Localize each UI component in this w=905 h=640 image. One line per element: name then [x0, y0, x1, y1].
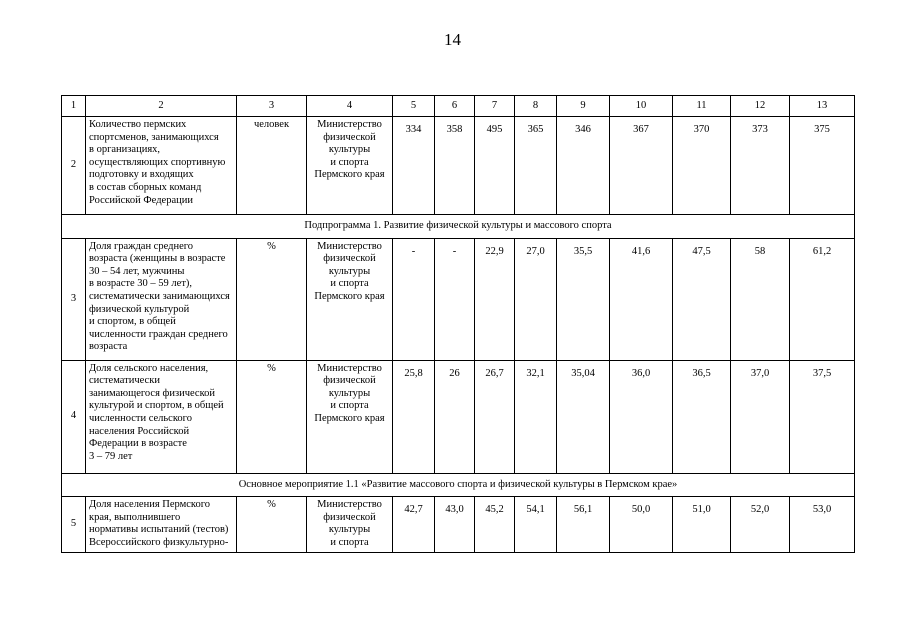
indicator-name-line: Российской Федерации [89, 194, 193, 206]
table-row [62, 117, 855, 215]
indicator-name-line: и спортом, в общей [89, 316, 176, 328]
value-cell: 37,0 [731, 360, 790, 473]
indicator-name-line: спортсменов, занимающихся [89, 131, 219, 143]
indicator-name-line: в состав сборных команд [89, 181, 202, 193]
value-cell: 370 [673, 117, 731, 215]
value-cell: 35,5 [557, 238, 610, 360]
ministry-cell-line: культуры [328, 387, 371, 399]
ministry-cell-line: и спорта [330, 536, 369, 548]
value-cell: 51,0 [673, 497, 731, 552]
value-cell: 32,1 [515, 360, 557, 473]
ministry-cell [307, 238, 393, 360]
column-header: 6 [435, 96, 475, 117]
value-cell: 58 [731, 238, 790, 360]
section-title: Основное мероприятие 1.1 «Развитие массового спорта и физической культуры в Пермском крае» [62, 473, 855, 497]
indicator-name-line: нормативы испытаний (тестов) [89, 524, 229, 536]
ministry-cell [307, 497, 393, 552]
section-row [62, 215, 855, 239]
ministry-cell-line: физической [323, 253, 376, 265]
value-cell: - [435, 238, 475, 360]
ministry-cell-line: Министерство [317, 240, 382, 252]
value-cell: 37,5 [790, 360, 855, 473]
unit-cell: человек [237, 117, 307, 215]
indicator-name-line: 3 – 79 лет [89, 450, 133, 462]
value-cell: 45,2 [475, 497, 515, 552]
indicator-name-line: 30 – 54 лет, мужчины [89, 265, 185, 277]
ministry-cell-line: Пермского края [314, 412, 385, 424]
value-cell: 56,1 [557, 497, 610, 552]
value-cell: 47,5 [673, 238, 731, 360]
header-row [62, 96, 855, 117]
indicator-name-line: систематически [89, 375, 160, 387]
indicator-name-line: в организациях, [89, 144, 161, 156]
indicator-name-line: населения Российской [89, 425, 190, 437]
column-header: 9 [557, 96, 610, 117]
value-cell: 25,8 [393, 360, 435, 473]
value-cell: 42,7 [393, 497, 435, 552]
indicator-name-line: Федерации в возрасте [89, 438, 187, 450]
ministry-cell-line: Министерство [317, 499, 382, 511]
column-header: 3 [237, 96, 307, 117]
indicator-name-line: систематически занимающихся [89, 290, 230, 302]
indicator-name-line: в возрасте 30 – 59 лет), [89, 278, 193, 290]
ministry-cell-line: физической [323, 375, 376, 387]
value-cell: - [393, 238, 435, 360]
indicator-name-line: занимающегося физической [89, 387, 216, 399]
table-row [62, 497, 855, 552]
unit-cell: % [237, 497, 307, 552]
value-cell: 35,04 [557, 360, 610, 473]
value-cell: 358 [435, 117, 475, 215]
indicator-name [86, 238, 237, 360]
indicator-name-line: физической культурой [89, 303, 190, 315]
indicator-name-line: Всероссийского физкультурно- [89, 536, 229, 548]
indicator-name [86, 497, 237, 552]
value-cell: 41,6 [610, 238, 673, 360]
ministry-cell-line: культуры [328, 524, 371, 536]
ministry-cell-line: Министерство [317, 119, 382, 130]
column-header: 12 [731, 96, 790, 117]
value-cell: 26,7 [475, 360, 515, 473]
ministry-cell-line: и спорта [330, 156, 369, 168]
column-header: 10 [610, 96, 673, 117]
value-cell: 54,1 [515, 497, 557, 552]
value-cell: 375 [790, 117, 855, 215]
table-row [62, 360, 855, 473]
value-cell: 52,0 [731, 497, 790, 552]
ministry-cell-line: Пермского края [314, 169, 385, 181]
ministry-cell [307, 117, 393, 215]
indicator-name-line: подготовку и входящих [89, 169, 194, 181]
indicator-name [86, 117, 237, 215]
section-title: Подпрограмма 1. Развитие физической культуры и массового спорта [62, 215, 855, 239]
value-cell: 27,0 [515, 238, 557, 360]
indicator-name-line: возраста [89, 341, 128, 353]
indicator-name-line: Количество пермских [89, 119, 187, 130]
column-header: 2 [86, 96, 237, 117]
column-header: 4 [307, 96, 393, 117]
unit-cell: % [237, 360, 307, 473]
ministry-cell-line: Министерство [317, 362, 382, 374]
indicator-name-line: осуществляющих спортивную [89, 156, 226, 168]
ministry-cell-line: физической [323, 131, 376, 143]
indicator-name-line: края, выполнившего [89, 511, 181, 523]
value-cell: 334 [393, 117, 435, 215]
ministry-cell-line: Пермского края [314, 290, 385, 302]
column-header: 11 [673, 96, 731, 117]
value-cell: 50,0 [610, 497, 673, 552]
ministry-cell-line: и спорта [330, 400, 369, 412]
value-cell: 36,5 [673, 360, 731, 473]
section-row [62, 473, 855, 497]
ministry-cell-line: физической [323, 511, 376, 523]
indicator-name-line: Доля сельского населения, [89, 362, 209, 374]
value-cell: 53,0 [790, 497, 855, 552]
value-cell: 365 [515, 117, 557, 215]
indicator-name-line: численности сельского [89, 412, 192, 424]
indicator-name-line: Доля населения Пермского [89, 499, 211, 511]
value-cell: 373 [731, 117, 790, 215]
value-cell: 367 [610, 117, 673, 215]
indicator-name-line: возраста (женщины в возрасте [89, 253, 226, 265]
value-cell: 43,0 [435, 497, 475, 552]
indicator-name-line: культурой и спортом, в общей [89, 400, 224, 412]
value-cell: 346 [557, 117, 610, 215]
indicator-name [86, 360, 237, 473]
page-number: 14 [444, 30, 461, 49]
value-cell: 61,2 [790, 238, 855, 360]
value-cell: 22,9 [475, 238, 515, 360]
unit-cell: % [237, 238, 307, 360]
column-header: 13 [790, 96, 855, 117]
ministry-cell-line: культуры [328, 144, 371, 156]
value-cell: 26 [435, 360, 475, 473]
column-header: 5 [393, 96, 435, 117]
ministry-cell-line: культуры [328, 265, 371, 277]
row-number: 3 [62, 238, 86, 360]
indicators-table [61, 95, 855, 553]
row-number: 5 [62, 497, 86, 552]
column-header: 1 [62, 96, 86, 117]
value-cell: 36,0 [610, 360, 673, 473]
value-cell: 495 [475, 117, 515, 215]
ministry-cell [307, 360, 393, 473]
row-number: 2 [62, 117, 86, 215]
table-row [62, 238, 855, 360]
ministry-cell-line: и спорта [330, 278, 369, 290]
column-header: 8 [515, 96, 557, 117]
row-number: 4 [62, 360, 86, 473]
indicator-name-line: численности граждан среднего [89, 328, 228, 340]
column-header: 7 [475, 96, 515, 117]
indicator-name-line: Доля граждан среднего [89, 240, 194, 252]
